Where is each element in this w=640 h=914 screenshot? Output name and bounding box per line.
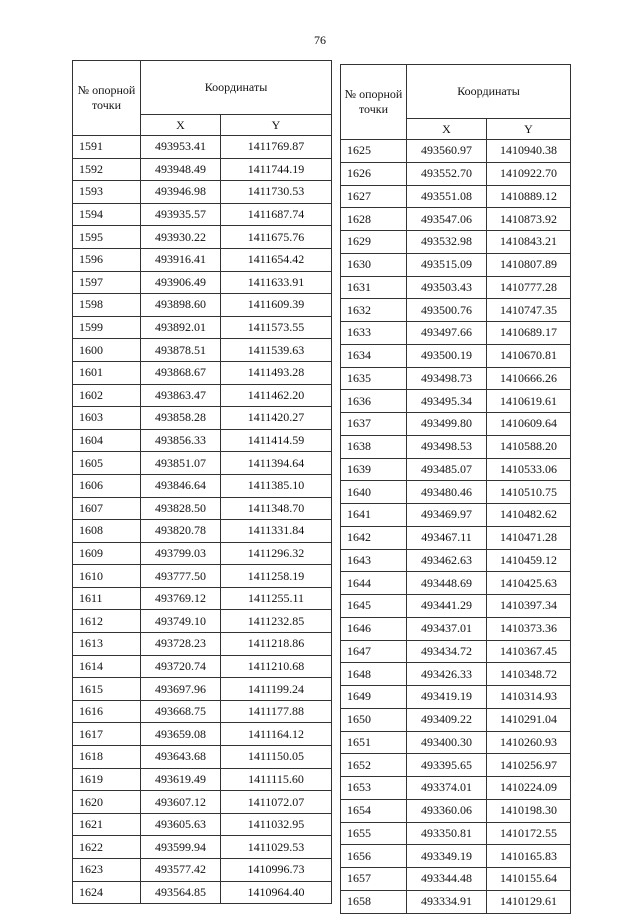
x-coordinate-cell: 493799.03 xyxy=(141,542,221,565)
table-row xyxy=(341,458,571,481)
y-coordinate-cell: 1410889.12 xyxy=(487,185,571,208)
x-coordinate-cell: 493350.81 xyxy=(407,822,487,845)
point-number-cell: 1595 xyxy=(73,226,141,249)
table-row xyxy=(341,708,571,731)
point-number-cell: 1637 xyxy=(341,413,407,436)
y-coordinate-cell: 1411539.63 xyxy=(221,339,332,362)
table-row xyxy=(341,231,571,254)
point-number-cell: 1649 xyxy=(341,686,407,709)
table-row xyxy=(73,836,332,859)
table-row xyxy=(73,813,332,836)
y-coordinate-cell: 1410482.62 xyxy=(487,504,571,527)
table-row xyxy=(341,572,571,595)
y-coordinate-cell: 1410533.06 xyxy=(487,458,571,481)
y-coordinate-cell: 1410314.93 xyxy=(487,686,571,709)
x-coordinate-cell: 493395.65 xyxy=(407,754,487,777)
y-coordinate-cell: 1411730.53 xyxy=(221,181,332,204)
x-coordinate-cell: 493434.72 xyxy=(407,640,487,663)
table-row xyxy=(341,549,571,572)
point-number-cell: 1620 xyxy=(73,791,141,814)
x-coordinate-cell: 493498.73 xyxy=(407,367,487,390)
point-number-cell: 1625 xyxy=(341,140,407,163)
x-coordinate-cell: 493643.68 xyxy=(141,746,221,769)
point-number-cell: 1629 xyxy=(341,231,407,254)
x-coordinate-cell: 493858.28 xyxy=(141,407,221,430)
point-number-cell: 1623 xyxy=(73,859,141,882)
table-row xyxy=(341,367,571,390)
point-number-cell: 1636 xyxy=(341,390,407,413)
table-row xyxy=(341,481,571,504)
table-row xyxy=(341,595,571,618)
y-coordinate-cell: 1410689.17 xyxy=(487,322,571,345)
header-x: X xyxy=(407,119,487,140)
point-number-cell: 1622 xyxy=(73,836,141,859)
table-row xyxy=(341,504,571,527)
x-coordinate-cell: 493560.97 xyxy=(407,140,487,163)
table-row xyxy=(73,452,332,475)
x-coordinate-cell: 493769.12 xyxy=(141,587,221,610)
point-number-cell: 1635 xyxy=(341,367,407,390)
point-number-cell: 1604 xyxy=(73,429,141,452)
point-number-cell: 1628 xyxy=(341,208,407,231)
point-number-cell: 1645 xyxy=(341,595,407,618)
y-coordinate-cell: 1411420.27 xyxy=(221,407,332,430)
x-coordinate-cell: 493547.06 xyxy=(407,208,487,231)
x-coordinate-cell: 493426.33 xyxy=(407,663,487,686)
y-coordinate-cell: 1411029.53 xyxy=(221,836,332,859)
y-coordinate-cell: 1410471.28 xyxy=(487,526,571,549)
y-coordinate-cell: 1410940.38 xyxy=(487,140,571,163)
table-row xyxy=(341,617,571,640)
x-coordinate-cell: 493480.46 xyxy=(407,481,487,504)
point-number-cell: 1618 xyxy=(73,746,141,769)
point-number-cell: 1633 xyxy=(341,322,407,345)
point-number-cell: 1647 xyxy=(341,640,407,663)
point-number-cell: 1653 xyxy=(341,777,407,800)
y-coordinate-cell: 1411331.84 xyxy=(221,520,332,543)
y-coordinate-cell: 1410807.89 xyxy=(487,253,571,276)
point-number-cell: 1592 xyxy=(73,158,141,181)
y-coordinate-cell: 1410129.61 xyxy=(487,890,571,913)
x-coordinate-cell: 493503.43 xyxy=(407,276,487,299)
table-row xyxy=(73,610,332,633)
table-row xyxy=(73,407,332,430)
x-coordinate-cell: 493499.80 xyxy=(407,413,487,436)
table-row xyxy=(73,474,332,497)
x-coordinate-cell: 493878.51 xyxy=(141,339,221,362)
point-number-cell: 1642 xyxy=(341,526,407,549)
y-coordinate-cell: 1411218.86 xyxy=(221,633,332,656)
header-point-number: № опорной точки xyxy=(341,65,407,140)
x-coordinate-cell: 493419.19 xyxy=(407,686,487,709)
y-coordinate-cell: 1411032.95 xyxy=(221,813,332,836)
point-number-cell: 1598 xyxy=(73,294,141,317)
table-row xyxy=(73,859,332,882)
y-coordinate-cell: 1410256.97 xyxy=(487,754,571,777)
y-coordinate-cell: 1411769.87 xyxy=(221,136,332,159)
y-coordinate-cell: 1411633.91 xyxy=(221,271,332,294)
x-coordinate-cell: 493892.01 xyxy=(141,316,221,339)
x-coordinate-cell: 493334.91 xyxy=(407,890,487,913)
point-number-cell: 1634 xyxy=(341,344,407,367)
y-coordinate-cell: 1410291.04 xyxy=(487,708,571,731)
y-coordinate-cell: 1411150.05 xyxy=(221,746,332,769)
x-coordinate-cell: 493720.74 xyxy=(141,655,221,678)
y-coordinate-cell: 1411072.07 xyxy=(221,791,332,814)
table-row xyxy=(73,248,332,271)
table-row xyxy=(341,299,571,322)
point-number-cell: 1656 xyxy=(341,845,407,868)
point-number-cell: 1639 xyxy=(341,458,407,481)
table-row xyxy=(341,731,571,754)
x-coordinate-cell: 493467.11 xyxy=(407,526,487,549)
y-coordinate-cell: 1411414.59 xyxy=(221,429,332,452)
y-coordinate-cell: 1410843.21 xyxy=(487,231,571,254)
table-row xyxy=(73,181,332,204)
point-number-cell: 1602 xyxy=(73,384,141,407)
y-coordinate-cell: 1411609.39 xyxy=(221,294,332,317)
x-coordinate-cell: 493344.48 xyxy=(407,868,487,891)
table-row xyxy=(73,746,332,769)
table-row xyxy=(73,520,332,543)
table-row xyxy=(341,344,571,367)
y-coordinate-cell: 1411199.24 xyxy=(221,678,332,701)
point-number-cell: 1638 xyxy=(341,435,407,458)
table-row xyxy=(341,890,571,913)
y-coordinate-cell: 1410922.70 xyxy=(487,162,571,185)
y-coordinate-cell: 1410666.26 xyxy=(487,367,571,390)
table-row xyxy=(341,162,571,185)
point-number-cell: 1655 xyxy=(341,822,407,845)
x-coordinate-cell: 493749.10 xyxy=(141,610,221,633)
y-coordinate-cell: 1410510.75 xyxy=(487,481,571,504)
point-number-cell: 1601 xyxy=(73,361,141,384)
x-coordinate-cell: 493498.53 xyxy=(407,435,487,458)
x-coordinate-cell: 493605.63 xyxy=(141,813,221,836)
point-number-cell: 1603 xyxy=(73,407,141,430)
y-coordinate-cell: 1411177.88 xyxy=(221,700,332,723)
point-number-cell: 1597 xyxy=(73,271,141,294)
point-number-cell: 1652 xyxy=(341,754,407,777)
header-point-number: № опорной точки xyxy=(73,61,141,136)
table-row xyxy=(73,497,332,520)
point-number-cell: 1606 xyxy=(73,474,141,497)
point-number-cell: 1619 xyxy=(73,768,141,791)
y-coordinate-cell: 1411348.70 xyxy=(221,497,332,520)
y-coordinate-cell: 1411744.19 xyxy=(221,158,332,181)
table-row xyxy=(341,799,571,822)
point-number-cell: 1626 xyxy=(341,162,407,185)
x-coordinate-cell: 493868.67 xyxy=(141,361,221,384)
table-row xyxy=(73,226,332,249)
x-coordinate-cell: 493851.07 xyxy=(141,452,221,475)
table-row xyxy=(73,723,332,746)
x-coordinate-cell: 493777.50 xyxy=(141,565,221,588)
table-row xyxy=(341,845,571,868)
table-row xyxy=(73,136,332,159)
y-coordinate-cell: 1411675.76 xyxy=(221,226,332,249)
y-coordinate-cell: 1411462.20 xyxy=(221,384,332,407)
table-row xyxy=(341,413,571,436)
x-coordinate-cell: 493462.63 xyxy=(407,549,487,572)
point-number-cell: 1596 xyxy=(73,248,141,271)
point-number-cell: 1631 xyxy=(341,276,407,299)
y-coordinate-cell: 1411493.28 xyxy=(221,361,332,384)
point-number-cell: 1616 xyxy=(73,700,141,723)
y-coordinate-cell: 1410425.63 xyxy=(487,572,571,595)
x-coordinate-cell: 493349.19 xyxy=(407,845,487,868)
point-number-cell: 1599 xyxy=(73,316,141,339)
point-number-cell: 1600 xyxy=(73,339,141,362)
x-coordinate-cell: 493820.78 xyxy=(141,520,221,543)
x-coordinate-cell: 493500.76 xyxy=(407,299,487,322)
x-coordinate-cell: 493863.47 xyxy=(141,384,221,407)
table-row xyxy=(73,565,332,588)
y-coordinate-cell: 1411654.42 xyxy=(221,248,332,271)
x-coordinate-cell: 493437.01 xyxy=(407,617,487,640)
x-coordinate-cell: 493469.97 xyxy=(407,504,487,527)
point-number-cell: 1617 xyxy=(73,723,141,746)
table-row xyxy=(341,777,571,800)
table-row xyxy=(341,640,571,663)
x-coordinate-cell: 493409.22 xyxy=(407,708,487,731)
x-coordinate-cell: 493906.49 xyxy=(141,271,221,294)
point-number-cell: 1646 xyxy=(341,617,407,640)
x-coordinate-cell: 493607.12 xyxy=(141,791,221,814)
table-row xyxy=(341,526,571,549)
y-coordinate-cell: 1410964.40 xyxy=(221,881,332,904)
point-number-cell: 1657 xyxy=(341,868,407,891)
x-coordinate-cell: 493552.70 xyxy=(407,162,487,185)
x-coordinate-cell: 493577.42 xyxy=(141,859,221,882)
table-row xyxy=(341,322,571,345)
x-coordinate-cell: 493930.22 xyxy=(141,226,221,249)
point-number-cell: 1605 xyxy=(73,452,141,475)
point-number-cell: 1644 xyxy=(341,572,407,595)
x-coordinate-cell: 493659.08 xyxy=(141,723,221,746)
x-coordinate-cell: 493619.49 xyxy=(141,768,221,791)
y-coordinate-cell: 1411296.32 xyxy=(221,542,332,565)
y-coordinate-cell: 1410165.83 xyxy=(487,845,571,868)
point-number-cell: 1609 xyxy=(73,542,141,565)
y-coordinate-cell: 1410459.12 xyxy=(487,549,571,572)
x-coordinate-cell: 493485.07 xyxy=(407,458,487,481)
table-row xyxy=(341,140,571,163)
x-coordinate-cell: 493935.57 xyxy=(141,203,221,226)
y-coordinate-cell: 1410873.92 xyxy=(487,208,571,231)
header-y: Y xyxy=(487,119,571,140)
header-x: X xyxy=(141,115,221,136)
y-coordinate-cell: 1410670.81 xyxy=(487,344,571,367)
point-number-cell: 1594 xyxy=(73,203,141,226)
y-coordinate-cell: 1410747.35 xyxy=(487,299,571,322)
y-coordinate-cell: 1411385.10 xyxy=(221,474,332,497)
x-coordinate-cell: 493728.23 xyxy=(141,633,221,656)
point-number-cell: 1632 xyxy=(341,299,407,322)
table-row xyxy=(73,429,332,452)
table-row xyxy=(341,663,571,686)
header-coordinates: Координаты xyxy=(141,61,332,115)
y-coordinate-cell: 1411164.12 xyxy=(221,723,332,746)
table-row xyxy=(73,316,332,339)
point-number-cell: 1611 xyxy=(73,587,141,610)
y-coordinate-cell: 1411115.60 xyxy=(221,768,332,791)
y-coordinate-cell: 1410609.64 xyxy=(487,413,571,436)
y-coordinate-cell: 1410172.55 xyxy=(487,822,571,845)
y-coordinate-cell: 1410588.20 xyxy=(487,435,571,458)
y-coordinate-cell: 1410198.30 xyxy=(487,799,571,822)
x-coordinate-cell: 493374.01 xyxy=(407,777,487,800)
point-number-cell: 1610 xyxy=(73,565,141,588)
x-coordinate-cell: 493448.69 xyxy=(407,572,487,595)
y-coordinate-cell: 1411573.55 xyxy=(221,316,332,339)
table-row xyxy=(73,768,332,791)
y-coordinate-cell: 1410260.93 xyxy=(487,731,571,754)
y-coordinate-cell: 1410348.72 xyxy=(487,663,571,686)
point-number-cell: 1624 xyxy=(73,881,141,904)
table-row xyxy=(341,686,571,709)
point-number-cell: 1591 xyxy=(73,136,141,159)
table-row xyxy=(73,881,332,904)
x-coordinate-cell: 493532.98 xyxy=(407,231,487,254)
x-coordinate-cell: 493948.49 xyxy=(141,158,221,181)
point-number-cell: 1630 xyxy=(341,253,407,276)
table-row xyxy=(341,435,571,458)
x-coordinate-cell: 493946.98 xyxy=(141,181,221,204)
x-coordinate-cell: 493599.94 xyxy=(141,836,221,859)
table-row xyxy=(73,542,332,565)
header-y: Y xyxy=(221,115,332,136)
header-coordinates: Координаты xyxy=(407,65,571,119)
x-coordinate-cell: 493953.41 xyxy=(141,136,221,159)
point-number-cell: 1640 xyxy=(341,481,407,504)
table-row xyxy=(341,754,571,777)
table-row xyxy=(341,390,571,413)
x-coordinate-cell: 493898.60 xyxy=(141,294,221,317)
x-coordinate-cell: 493828.50 xyxy=(141,497,221,520)
x-coordinate-cell: 493551.08 xyxy=(407,185,487,208)
point-number-cell: 1613 xyxy=(73,633,141,656)
coordinates-table-left xyxy=(72,60,332,904)
y-coordinate-cell: 1410397.34 xyxy=(487,595,571,618)
point-number-cell: 1627 xyxy=(341,185,407,208)
table-row xyxy=(341,208,571,231)
x-coordinate-cell: 493668.75 xyxy=(141,700,221,723)
page-number: 76 xyxy=(314,33,326,47)
table-row xyxy=(341,276,571,299)
table-row xyxy=(73,678,332,701)
x-coordinate-cell: 493495.34 xyxy=(407,390,487,413)
point-number-cell: 1651 xyxy=(341,731,407,754)
x-coordinate-cell: 493564.85 xyxy=(141,881,221,904)
table-row xyxy=(341,822,571,845)
point-number-cell: 1608 xyxy=(73,520,141,543)
table-row xyxy=(341,253,571,276)
point-number-cell: 1621 xyxy=(73,813,141,836)
table-row xyxy=(73,271,332,294)
y-coordinate-cell: 1410224.09 xyxy=(487,777,571,800)
point-number-cell: 1658 xyxy=(341,890,407,913)
x-coordinate-cell: 493497.66 xyxy=(407,322,487,345)
table-row xyxy=(73,361,332,384)
point-number-cell: 1654 xyxy=(341,799,407,822)
table-row xyxy=(341,185,571,208)
point-number-cell: 1643 xyxy=(341,549,407,572)
x-coordinate-cell: 493856.33 xyxy=(141,429,221,452)
table-row xyxy=(73,384,332,407)
point-number-cell: 1607 xyxy=(73,497,141,520)
y-coordinate-cell: 1410373.36 xyxy=(487,617,571,640)
x-coordinate-cell: 493360.06 xyxy=(407,799,487,822)
point-number-cell: 1650 xyxy=(341,708,407,731)
point-number-cell: 1648 xyxy=(341,663,407,686)
table-row xyxy=(73,203,332,226)
table-row xyxy=(73,294,332,317)
point-number-cell: 1612 xyxy=(73,610,141,633)
table-row xyxy=(73,339,332,362)
x-coordinate-cell: 493441.29 xyxy=(407,595,487,618)
y-coordinate-cell: 1410777.28 xyxy=(487,276,571,299)
x-coordinate-cell: 493500.19 xyxy=(407,344,487,367)
x-coordinate-cell: 493515.09 xyxy=(407,253,487,276)
table-row xyxy=(73,633,332,656)
point-number-cell: 1615 xyxy=(73,678,141,701)
table-row xyxy=(73,587,332,610)
y-coordinate-cell: 1410367.45 xyxy=(487,640,571,663)
table-row xyxy=(73,700,332,723)
y-coordinate-cell: 1411255.11 xyxy=(221,587,332,610)
x-coordinate-cell: 493697.96 xyxy=(141,678,221,701)
y-coordinate-cell: 1411258.19 xyxy=(221,565,332,588)
table-row xyxy=(73,655,332,678)
y-coordinate-cell: 1411232.85 xyxy=(221,610,332,633)
x-coordinate-cell: 493400.30 xyxy=(407,731,487,754)
point-number-cell: 1593 xyxy=(73,181,141,204)
point-number-cell: 1641 xyxy=(341,504,407,527)
x-coordinate-cell: 493916.41 xyxy=(141,248,221,271)
point-number-cell: 1614 xyxy=(73,655,141,678)
y-coordinate-cell: 1410155.64 xyxy=(487,868,571,891)
table-row xyxy=(73,791,332,814)
y-coordinate-cell: 1410619.61 xyxy=(487,390,571,413)
y-coordinate-cell: 1410996.73 xyxy=(221,859,332,882)
table-row xyxy=(73,158,332,181)
coordinates-table-right xyxy=(340,64,571,914)
table-row xyxy=(341,868,571,891)
y-coordinate-cell: 1411210.68 xyxy=(221,655,332,678)
y-coordinate-cell: 1411687.74 xyxy=(221,203,332,226)
y-coordinate-cell: 1411394.64 xyxy=(221,452,332,475)
x-coordinate-cell: 493846.64 xyxy=(141,474,221,497)
